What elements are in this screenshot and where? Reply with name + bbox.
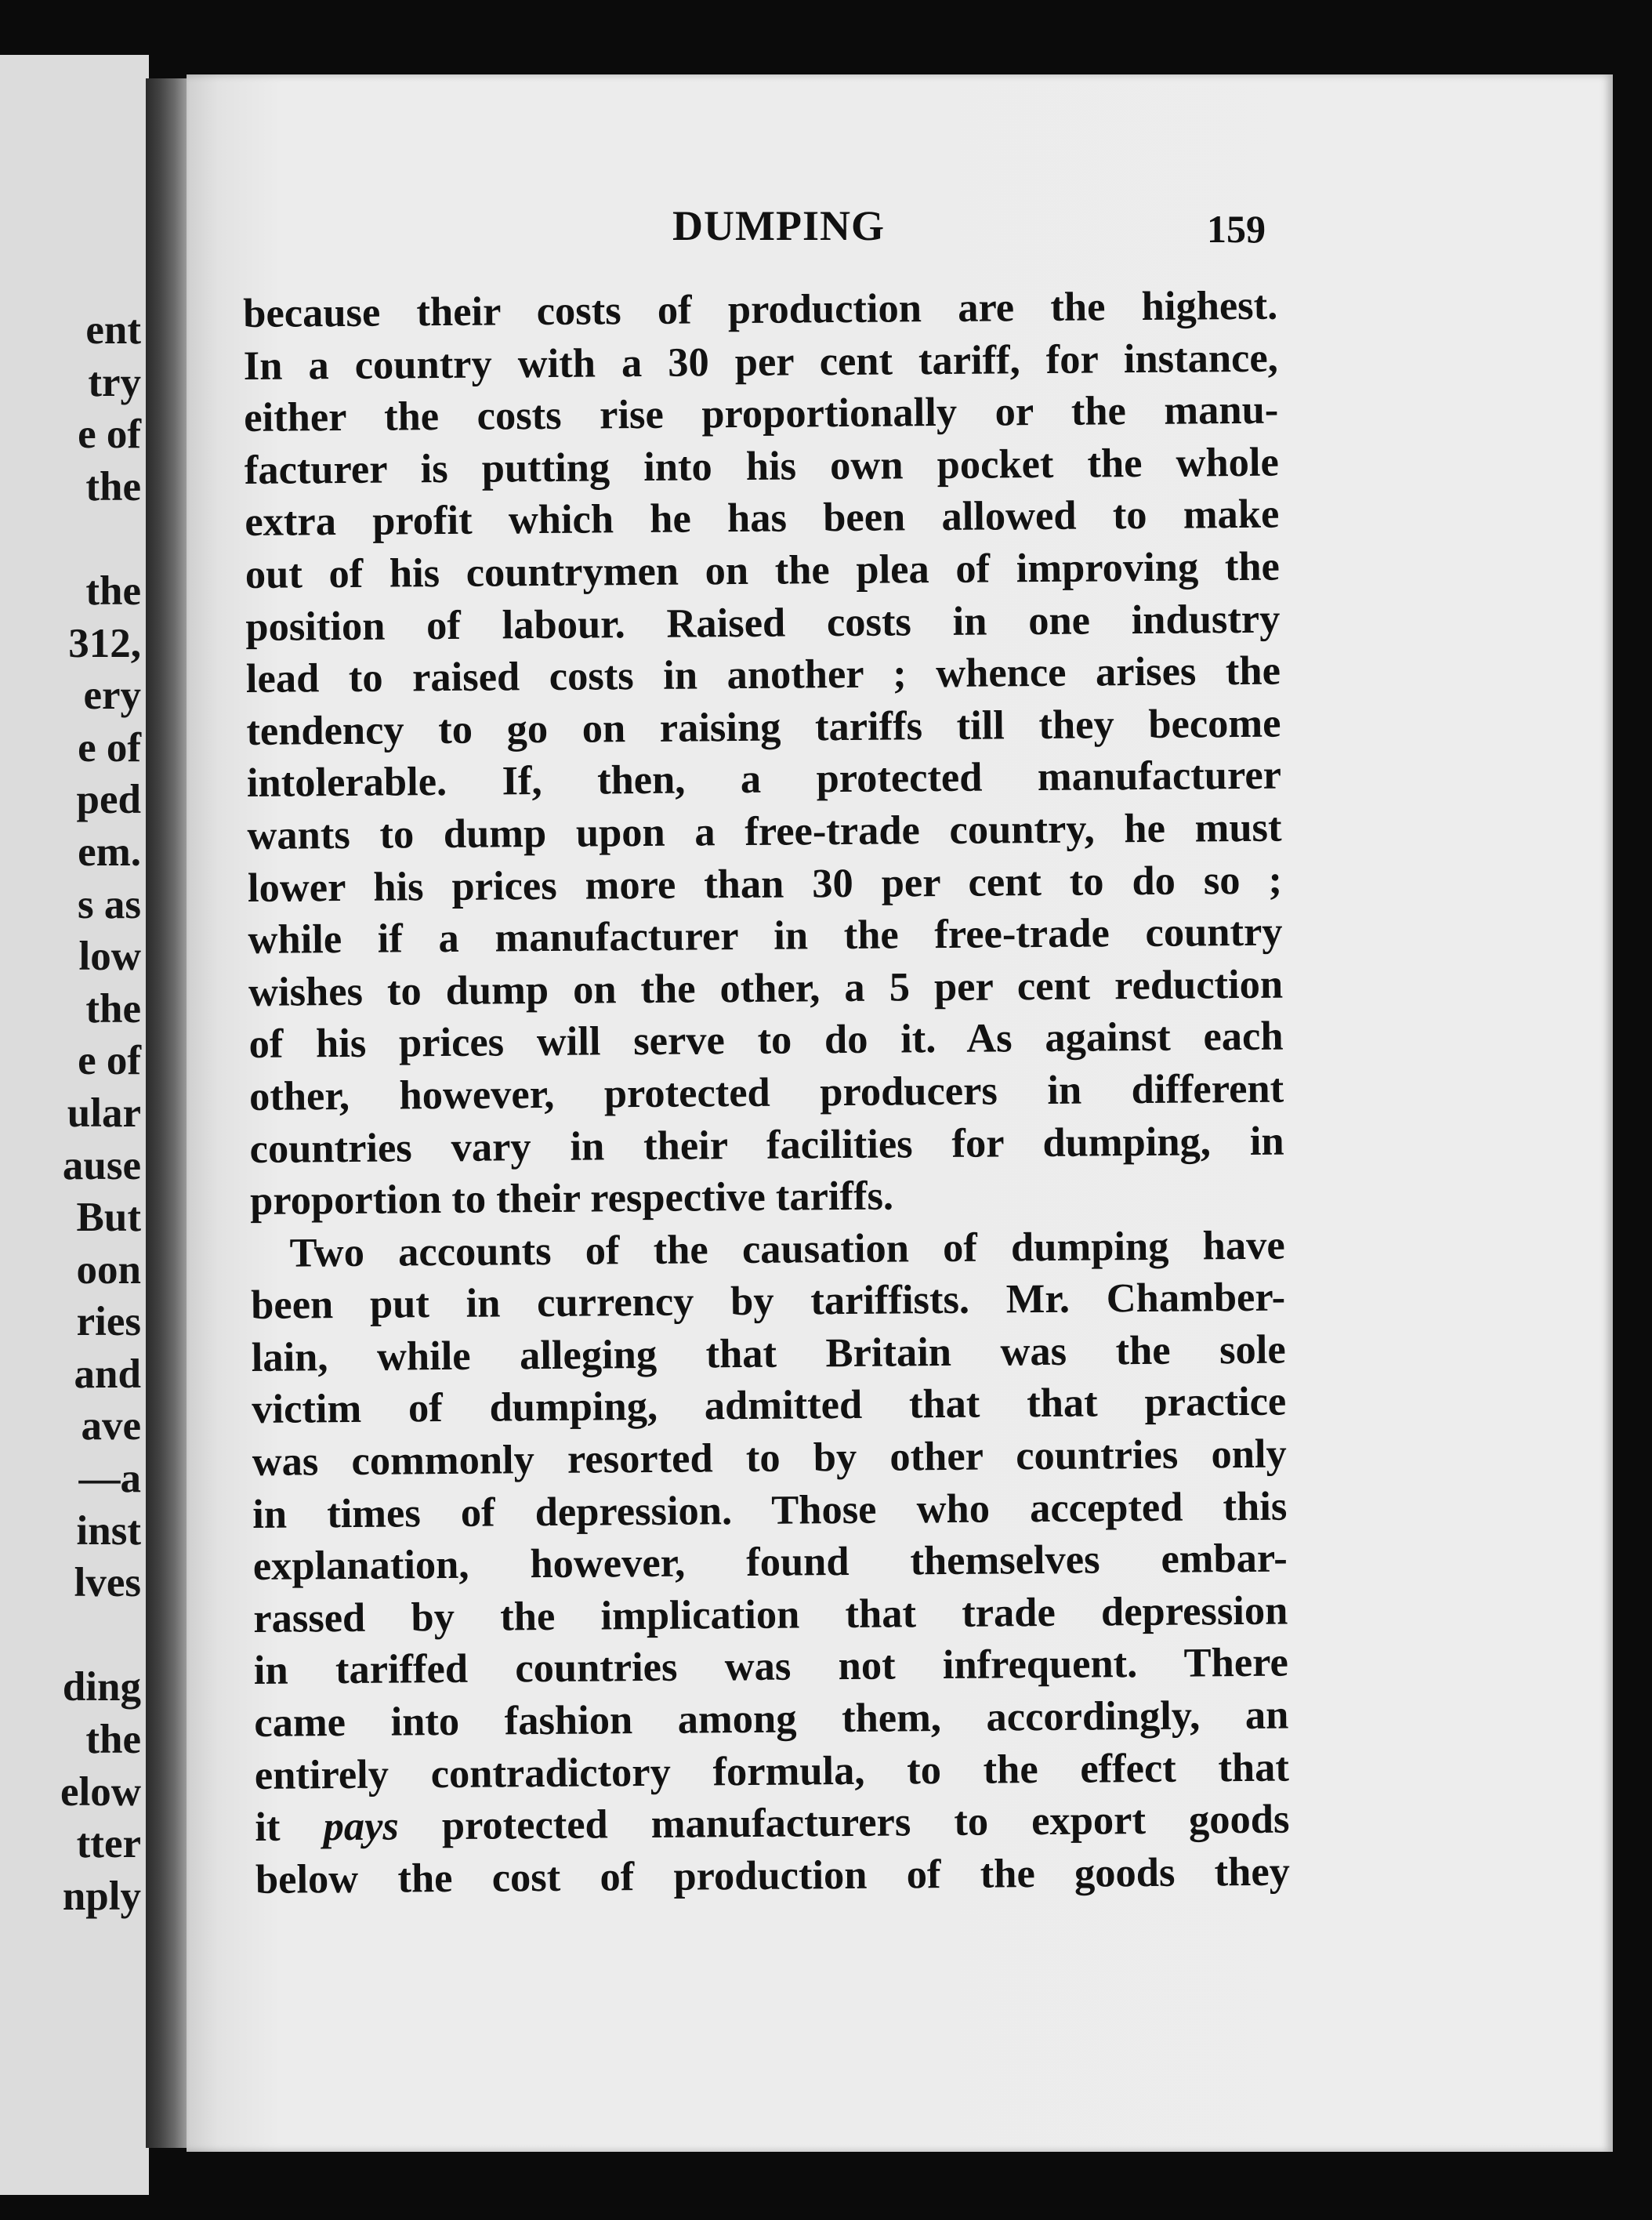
text-line: In a country with a 30 per cent tariff, for instance,: [243, 335, 1278, 389]
facing-page-line: —a: [78, 1456, 141, 1502]
text-line: lower his prices more than 30 per cent to do so ;: [247, 857, 1283, 911]
paragraph-first-line: Two accounts of the causation of dumping have: [289, 1222, 1285, 1276]
text-line: of his prices will serve to do it. As against each: [248, 1013, 1284, 1068]
body-text: [243, 280, 1290, 1906]
facing-page-line: ped: [76, 777, 141, 823]
text-line: tendency to go on raising tariffs till they become: [246, 700, 1281, 754]
text-line: explanation, however, found themselves embar-: [252, 1535, 1288, 1590]
facing-page-line: the: [85, 1717, 141, 1763]
facing-page-line: oon: [76, 1246, 141, 1293]
facing-page-line: ent: [85, 307, 141, 353]
facing-page-line: lves: [74, 1560, 141, 1606]
text-line: in times of depression. Those who accepted this: [252, 1483, 1288, 1537]
text-line: intolerable. If, then, a protected manufacturer: [246, 752, 1282, 807]
facing-page-line: e of: [78, 412, 141, 458]
facing-page-line: s as: [77, 881, 141, 927]
facing-page-line: try: [88, 359, 141, 405]
text-segment: protected manufacturers to export goods: [398, 1796, 1290, 1849]
text-segment: it: [255, 1804, 324, 1851]
facing-page-line: But: [76, 1195, 141, 1241]
facing-page-line: ery: [83, 673, 141, 719]
text-line: was commonly resorted to by other countries only: [252, 1431, 1287, 1485]
text-line: either the costs rise proportionally or the manu-: [244, 386, 1279, 441]
facing-page-line: the: [85, 568, 141, 614]
facing-page-fragment: [0, 55, 149, 2195]
facing-page-line: ding: [62, 1664, 141, 1710]
text-line-with-emphasis: [255, 1794, 1289, 1854]
text-line: lain, while alleging that Britain was the sole: [251, 1326, 1286, 1380]
text-line: position of labour. Raised costs in one industry: [245, 596, 1281, 650]
facing-page-line: the: [85, 463, 141, 510]
text-line: other, however, protected producers in different: [248, 1065, 1284, 1119]
running-title: DUMPING: [672, 202, 885, 249]
text-line: facturer is putting into his own pocket the whole: [244, 439, 1280, 493]
facing-page-line: elow: [60, 1768, 141, 1815]
facing-page-line: ular: [67, 1090, 141, 1136]
text-line: below the cost of production of the goods they: [255, 1848, 1291, 1903]
text-line: wants to dump upon a free-trade country, he must: [247, 804, 1282, 858]
facing-page-line: ries: [76, 1299, 141, 1345]
text-line: in tariffed countries was not infrequent. There: [253, 1640, 1289, 1694]
facing-page-line: tter: [76, 1821, 141, 1867]
facing-page-line: and: [74, 1351, 141, 1397]
text-line: because their costs of production are the highest.: [243, 282, 1278, 336]
text-line: out of his countrymen on the plea of improving the: [245, 543, 1281, 597]
facing-page-line: ave: [81, 1403, 141, 1449]
facing-page-line: inst: [76, 1507, 141, 1554]
text-line: rassed by the implication that trade depression: [253, 1587, 1288, 1641]
facing-page-line: [60, 1609, 141, 1662]
text-line: proportion to their respective tariffs.: [249, 1173, 894, 1224]
page-number: 159: [1207, 207, 1266, 251]
facing-page-line: low: [78, 934, 141, 980]
text-line: while if a manufacturer in the free-trade country: [248, 909, 1283, 963]
facing-page-line: the: [85, 985, 141, 1032]
text-line: entirely contradictory formula, to the effect that: [254, 1744, 1290, 1798]
text-line: countries vary in their facilities for dumping, in: [249, 1118, 1284, 1172]
italic-emphasis: pays: [323, 1803, 400, 1850]
book-binding-gutter: [146, 78, 187, 2148]
facing-page-line: ause: [62, 1142, 141, 1188]
facing-page-line: nply: [62, 1873, 141, 1919]
facing-page-line: e of: [78, 1038, 141, 1084]
text-line: extra profit which he has been allowed to make: [245, 491, 1280, 546]
text-line: victim of dumping, admitted that that practice: [252, 1379, 1287, 1433]
facing-page-line: [60, 513, 141, 565]
facing-page-line: em.: [78, 829, 141, 875]
text-line: been put in currency by tariffists. Mr. Chamber-: [250, 1274, 1286, 1329]
text-line: wishes to dump on the other, a 5 per cent reduction: [248, 961, 1284, 1015]
text-line: lead to raised costs in another ; whence arises the: [245, 648, 1281, 702]
facing-page-line: 312,: [68, 620, 141, 666]
book-page: [187, 74, 1613, 2152]
facing-page-text: [60, 304, 141, 1922]
text-line: came into fashion among them, accordingly, an: [254, 1692, 1289, 1746]
facing-page-line: e of: [78, 724, 141, 771]
